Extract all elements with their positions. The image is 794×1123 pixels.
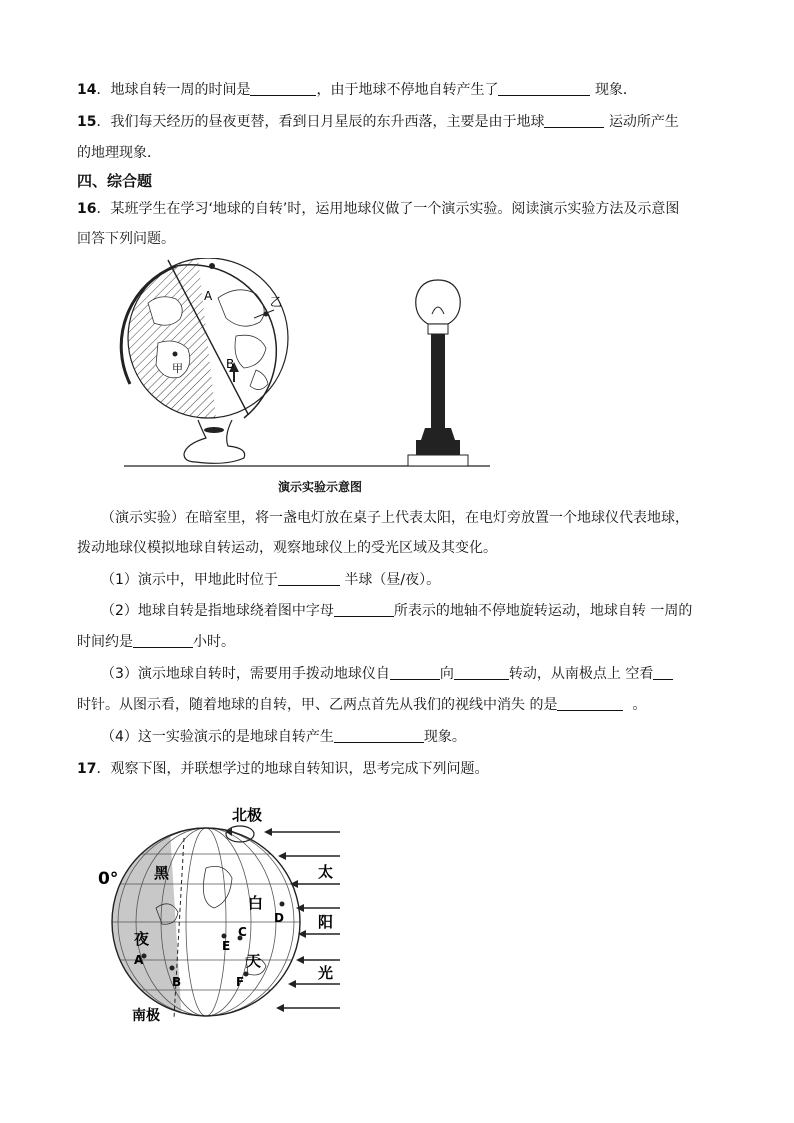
point-label-d: D [274,911,284,925]
question-text: 运动所产生 [608,114,679,130]
day-label: 天 [246,952,262,970]
answer-blank[interactable] [334,602,394,617]
sub-question-3-continued [77,695,646,715]
question-text: 时间约是 [77,634,133,650]
question-text: 向 [439,666,454,682]
question-text: （3）演示地球自转时，需要用手拨动地球仪自 [101,666,390,682]
question-text: 的地理现象． [77,145,161,161]
sunlight-label: 光 [318,964,334,982]
south-pole-label: 南极 [132,1008,160,1024]
question-text: ．我们每天经历的昼夜更替，看到日月星辰的东升西落，主要是由于地球 [96,114,545,130]
question-17 [77,759,488,779]
north-pole-label: 北极 [232,806,263,824]
question-text: 转动，从南极点上 空看 [508,666,654,682]
sub-question-1 [101,570,440,590]
demo-description: （演示实验）在暗室里，将一盏电灯放在桌子上代表太阳，在电灯旁放置一个地球仪代表地球， [101,510,689,526]
question-number: 14 [77,82,97,98]
answer-blank[interactable] [133,633,193,648]
sunlight-label: 阳 [318,913,334,931]
answer-blank[interactable] [498,81,590,96]
label-jia: 甲 [172,362,183,375]
question-text: 现象． [594,82,637,98]
question-15-continued [77,143,161,163]
question-text: ．某班学生在学习‘地球的自转’时，运用地球仪做了一个演示实验。阅读演示实验方法及示意图 [96,201,680,217]
question-text: 时针。从图示看，随着地球的自转，甲、乙两点首先从我们的视线中消失 的是 [77,697,558,713]
label-b: B [226,357,235,371]
globe-illustration [118,258,288,463]
answer-blank[interactable] [278,571,340,586]
answer-blank[interactable] [250,81,316,96]
day-label: 白 [248,894,264,912]
sunlight-label: 太 [318,863,334,881]
label-a: A [204,289,213,303]
sub-question-4 [101,727,466,747]
point-label-f: F [236,975,245,989]
demo-description-continued: 拨动地球仪模拟地球自转运动，观察地球仪上的受光区域及其变化。 [77,540,497,556]
night-label: 黑 [154,864,170,882]
question-number: 17 [77,761,97,777]
answer-blank[interactable] [557,696,623,711]
answer-blank[interactable] [544,113,604,128]
point-label-c: C [238,925,247,939]
question-text: ．观察下图，并联想学过的地球自转知识，思考完成下列问题。 [96,761,489,777]
demo-experiment-figure [118,258,498,473]
section-heading: 四、综合题 [77,172,153,190]
question-16-continued [77,229,175,249]
figure-caption: 演示实验示意图 [278,480,363,494]
answer-blank[interactable] [390,665,440,680]
question-text: ．地球自转一周的时间是 [96,82,251,98]
point-label-b: B [172,975,182,989]
answer-blank[interactable] [334,728,424,743]
question-text: （1）演示中，甲地此时位于 [101,572,278,588]
question-number: 15 [77,114,97,130]
question-text: （4）这一实验演示的是地球自转产生 [101,729,334,745]
sub-question-2-continued [77,632,235,652]
prime-meridian-label: 0° [98,869,119,889]
night-label: 夜 [134,930,150,948]
question-16 [77,199,679,219]
question-text: 回答下列问题。 [77,231,175,247]
question-text: 现象。 [423,729,466,745]
question-15 [77,112,679,132]
answer-blank[interactable] [653,665,673,680]
question-number: 16 [77,201,97,217]
earth-rotation-figure [96,798,350,1024]
answer-blank[interactable] [454,665,509,680]
question-text: 所表示的地轴不停地旋转运动，地球自转 一周的 [393,603,693,619]
question-text: ，由于地球不停地自转产生了 [316,82,499,98]
point-label-a: A [134,953,144,967]
question-text: 小时。 [193,634,235,650]
lamp-illustration [408,280,468,466]
question-14 [77,80,637,100]
point-label-e: E [222,939,231,953]
sub-question-3 [101,664,673,684]
question-text: （2）地球自转是指地球绕着图中字母 [101,603,334,619]
label-yi: 乙 [270,295,283,309]
question-text: 半球（昼/夜）。 [344,572,441,588]
question-text: 。 [632,697,647,713]
sub-question-2 [101,601,692,621]
